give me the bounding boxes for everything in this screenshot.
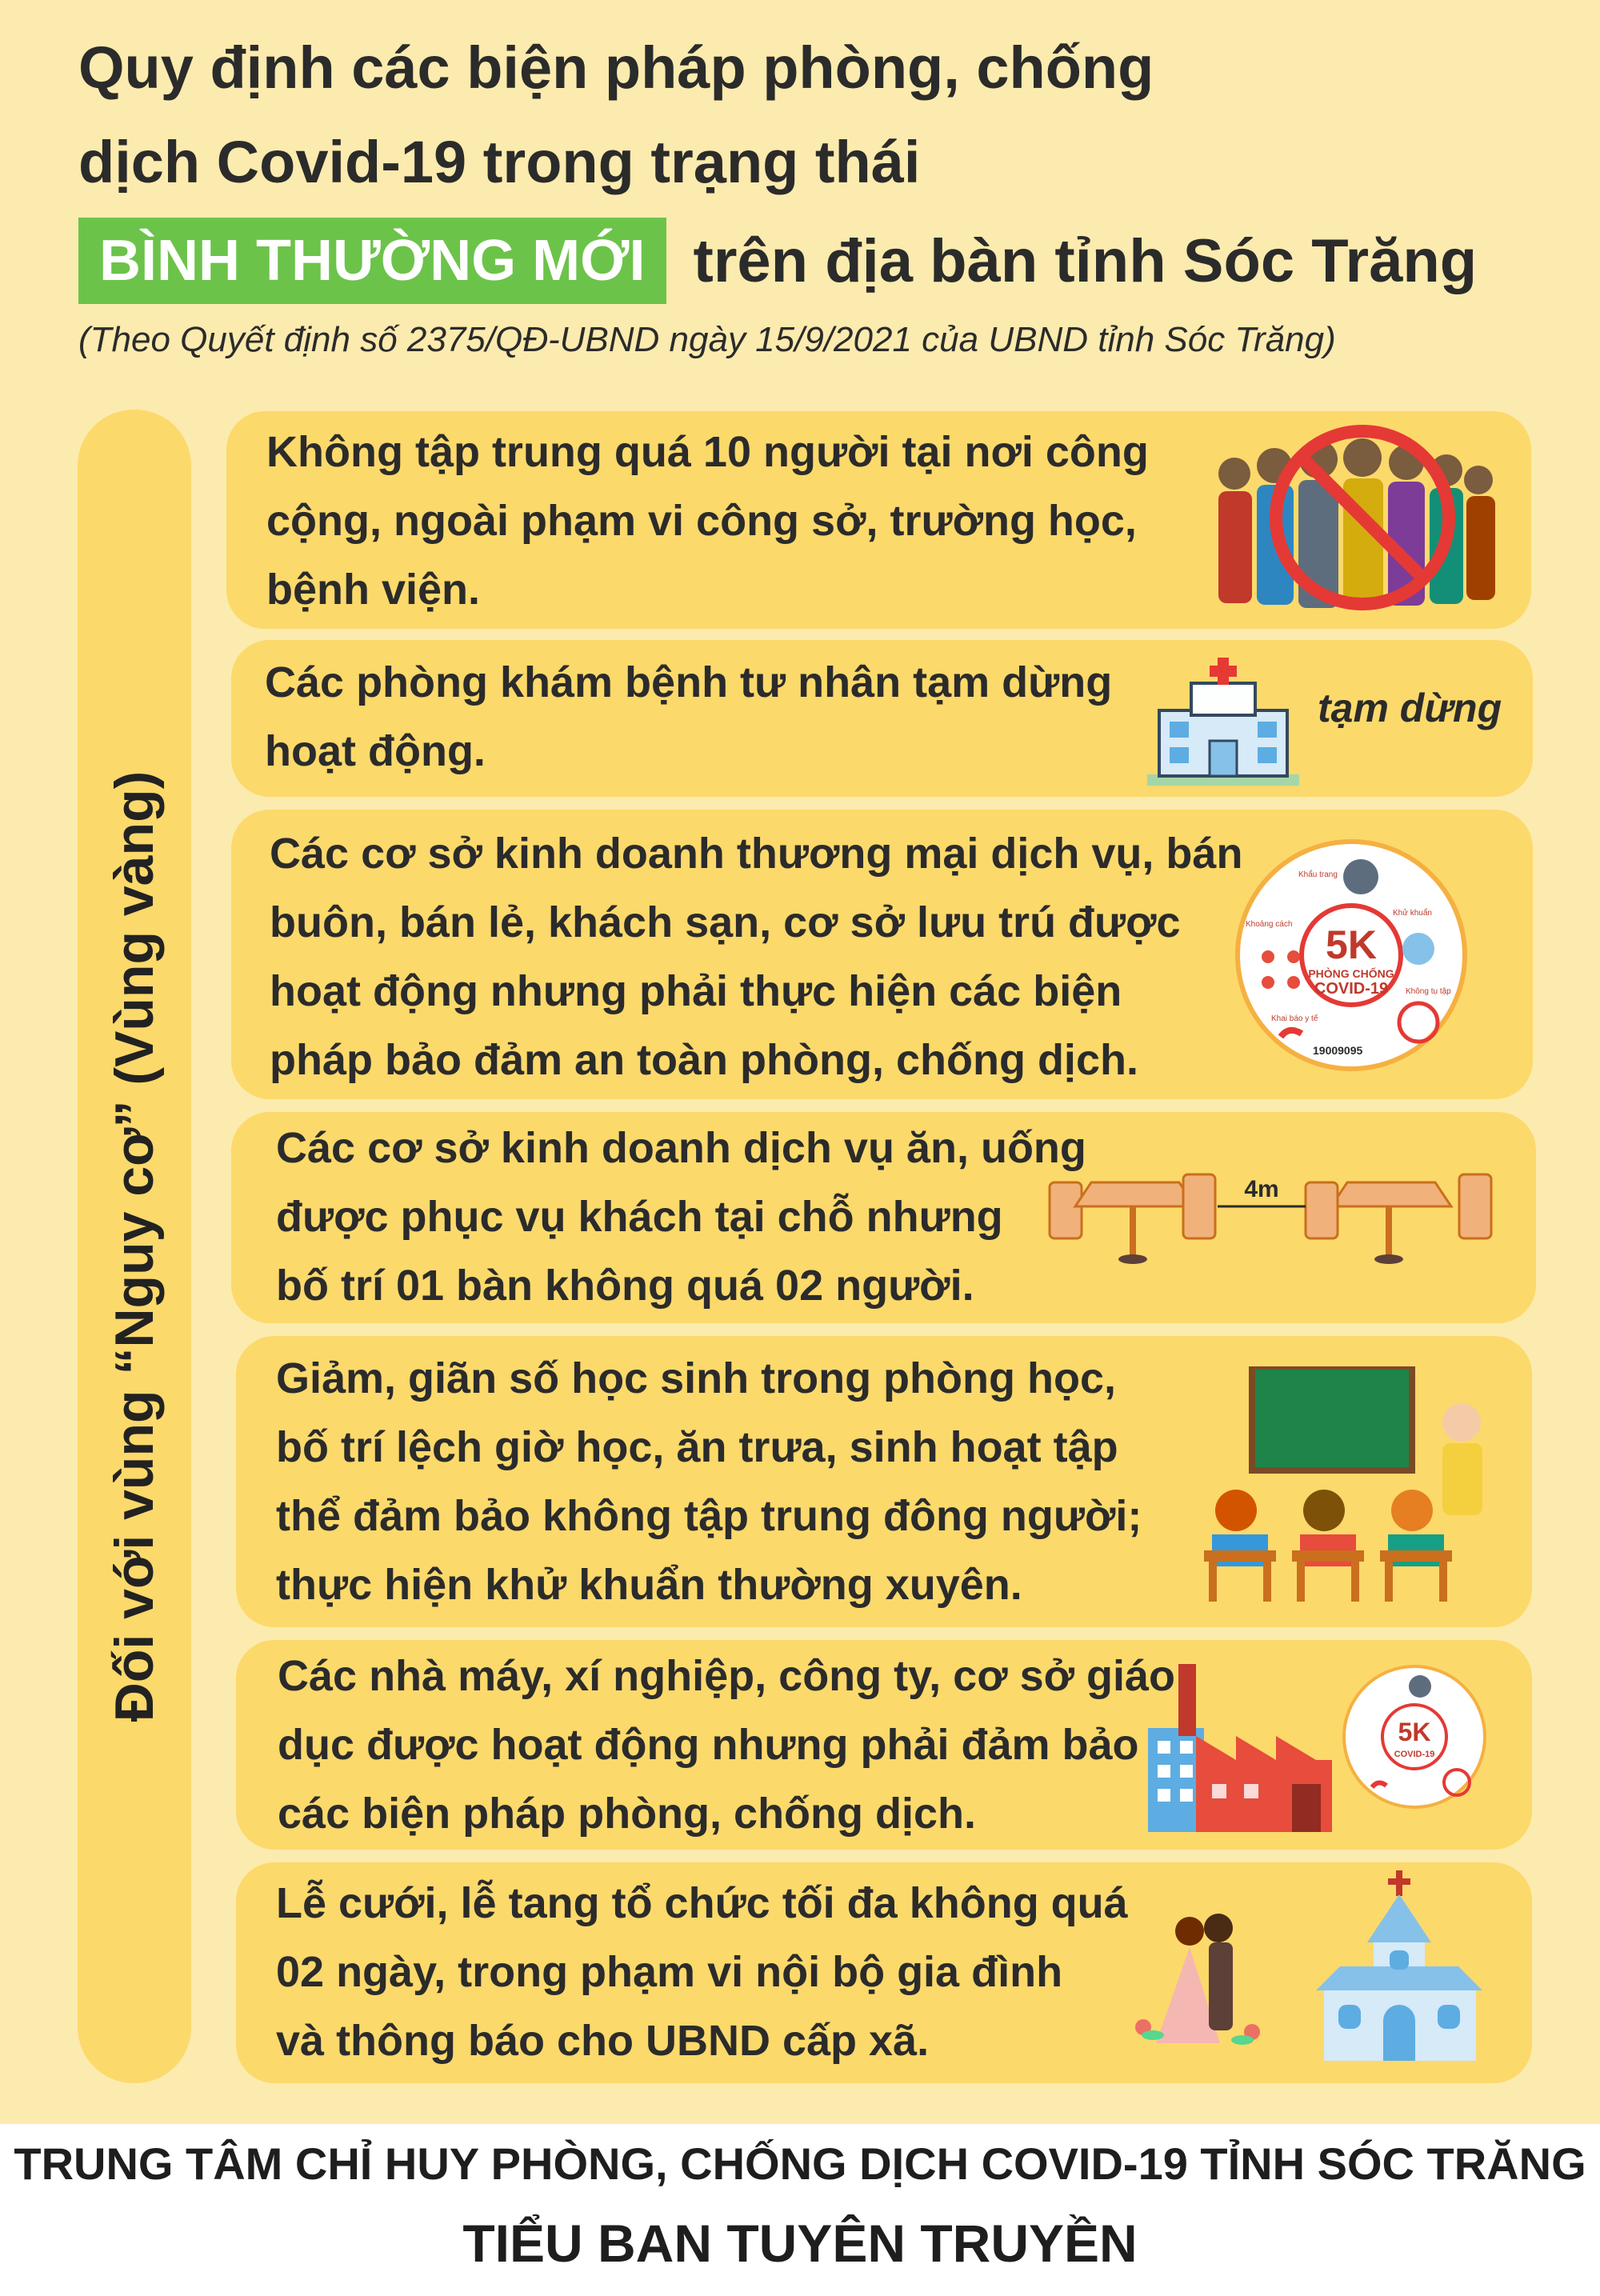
rule-line: hoạt động nhưng phải thực hiện các biện: [270, 967, 1122, 1015]
rule-line: các biện pháp phòng, chống dịch.: [278, 1790, 977, 1838]
title-line-2: dịch Covid-19 trong trạng thái: [78, 129, 921, 195]
5k-icon: [1233, 837, 1470, 1074]
rule-line: pháp bảo đảm an toàn phòng, chống dịch.: [270, 1036, 1138, 1084]
title-line-3: [78, 218, 1477, 304]
rule-line: hoạt động.: [265, 727, 486, 775]
side-label: Đối với vùng “Nguy cơ” (Vùng vàng): [104, 770, 165, 1722]
rule-card-1: [226, 411, 1531, 629]
5k-sub2: COVID-19: [1314, 980, 1389, 998]
rule-line: Các phòng khám bệnh tư nhân tạm dừng: [265, 658, 1113, 706]
no-crowd-icon: [1202, 418, 1506, 618]
rule-text-4: [276, 1114, 1086, 1320]
classroom-icon: [1204, 1366, 1508, 1606]
rule-line: thực hiện khử khuẩn thường xuyên.: [276, 1561, 1022, 1609]
highlight-badge: BÌNH THƯỜNG MỚI: [78, 218, 666, 304]
rule-card-7: [236, 1862, 1532, 2083]
rule-line: và thông báo cho UBND cấp xã.: [276, 2017, 930, 2065]
rule-line: Các cơ sở kinh doanh dịch vụ ăn, uống: [276, 1124, 1086, 1172]
rule-line: dục được hoạt động nhưng phải đảm bảo: [278, 1721, 1139, 1769]
church-icon: [1316, 1870, 1484, 2062]
title-line-1: Quy định các biện pháp phòng, chống: [78, 34, 1154, 101]
rule-line: 02 ngày, trong phạm vi nội bộ gia đình: [276, 1948, 1063, 1996]
5k-small-sub: COVID-19: [1394, 1750, 1435, 1759]
rule-text-1: [266, 418, 1149, 624]
rule-line: Các nhà máy, xí nghiệp, công ty, cơ sở giáo: [278, 1652, 1176, 1700]
rule-text-6: [278, 1642, 1175, 1848]
subtitle: (Theo Quyết định số 2375/QĐ-UBND ngày 15/9/2021 của UBND tỉnh Sóc Trăng): [78, 320, 1336, 359]
factory-icon: [1140, 1656, 1340, 1836]
pause-tag: tạm dừng: [1318, 686, 1502, 730]
tables-distance-icon: [1043, 1150, 1515, 1270]
5k-label-disinfect: Khử khuẩn: [1393, 909, 1432, 918]
rule-line: bệnh viện.: [266, 566, 481, 614]
footer-department: TIỂU BAN TUYÊN TRUYỀN: [462, 2214, 1138, 2273]
5k-sub1: PHÒNG CHỐNG: [1308, 967, 1394, 980]
distance-label: 4m: [1244, 1176, 1279, 1202]
rule-line: Giảm, giãn số học sinh trong phòng học,: [276, 1354, 1116, 1402]
rule-card-6: [236, 1640, 1532, 1850]
clinic-icon: [1139, 654, 1307, 794]
rule-text-7: [276, 1869, 1128, 2075]
footer-organization: TRUNG TÂM CHỈ HUY PHÒNG, CHỐNG DỊCH COVID-19 TỈNH SÓC TRĂNG: [14, 2138, 1586, 2189]
rule-line: buôn, bán lẻ, khách sạn, cơ sở lưu trú được: [270, 898, 1181, 946]
5k-title: 5K: [1326, 922, 1377, 967]
5k-label-distance: Khoảng cách: [1246, 920, 1293, 929]
5k-small-title: 5K: [1398, 1718, 1431, 1746]
rule-line: Lễ cưới, lễ tang tổ chức tối đa không quá: [276, 1879, 1128, 1927]
rule-card-5: [236, 1336, 1532, 1627]
rule-card-3: [231, 810, 1533, 1099]
rule-line: bố trí lệch giờ học, ăn trưa, sinh hoạt tập: [276, 1423, 1118, 1471]
title-line-3-rest: trên địa bàn tỉnh Sóc Trăng: [693, 226, 1478, 295]
hotline: 19009095: [1313, 1044, 1363, 1057]
hands-icon: [1402, 933, 1434, 965]
rule-line: Không tập trung quá 10 người tại nơi công: [266, 428, 1149, 476]
rule-line: Các cơ sở kinh doanh thương mại dịch vụ, bán: [270, 830, 1243, 878]
rule-line: cộng, ngoài phạm vi công sở, trường học,: [266, 497, 1137, 545]
rule-text-3: [270, 819, 1242, 1094]
rule-card-2: [231, 640, 1533, 797]
5k-small-icon: [1340, 1662, 1489, 1811]
5k-label-mask: Khẩu trang: [1298, 870, 1338, 879]
rule-line: bố trí 01 bàn không quá 02 người.: [276, 1262, 974, 1310]
rule-line: thể đảm bảo không tập trung đông người;: [276, 1492, 1142, 1540]
rule-line: được phục vụ khách tại chỗ nhưng: [276, 1193, 1003, 1241]
rule-card-4: [231, 1112, 1536, 1323]
mask-person-icon: [1343, 859, 1378, 894]
5k-label-no-gathering: Không tụ tập: [1406, 987, 1451, 996]
wedding-couple-icon: [1132, 1907, 1268, 2051]
5k-label-health-declaration: Khai báo y tế: [1271, 1014, 1318, 1023]
rule-text-2: [265, 648, 1112, 786]
rule-text-5: [276, 1344, 1142, 1619]
